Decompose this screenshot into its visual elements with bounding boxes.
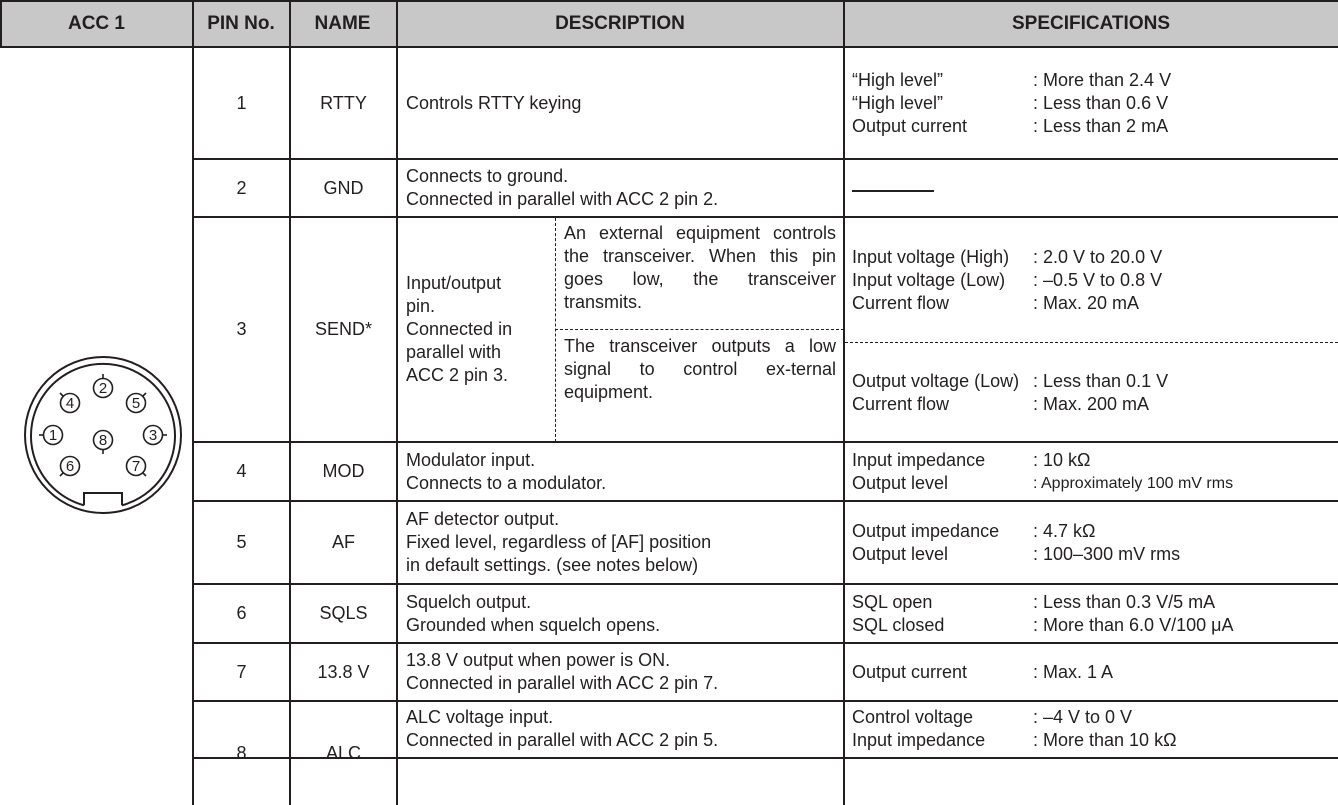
row-6-pin: 6	[236, 603, 247, 623]
spec-row	[852, 69, 1338, 92]
spec-value: : Less than 2 mA	[1033, 115, 1169, 136]
row-7-specs	[852, 644, 1338, 700]
spec-row	[852, 115, 1338, 138]
spec-row	[852, 706, 1338, 729]
row-6-desc-line-2: Grounded when squelch opens.	[406, 614, 661, 635]
row-5-desc-line-3: in default settings. (see notes below)	[406, 555, 699, 575]
spec-label: Output impedance	[852, 520, 1000, 541]
header-description: DESCRIPTION	[396, 0, 844, 47]
spec-label: Input impedance	[852, 730, 986, 750]
spec-row	[852, 520, 1338, 543]
row-8-description	[406, 706, 840, 758]
row-5-specs	[852, 502, 1338, 583]
row-3-desc-line-1: Input/output	[406, 273, 502, 293]
connector-pin-2: 2	[98, 380, 108, 397]
connector-pin-3: 3	[148, 427, 158, 444]
row-6-desc-line-1: Squelch output.	[406, 591, 532, 612]
row-2-desc-line-2: Connected in parallel with ACC 2 pin 2.	[406, 189, 719, 209]
row-4-desc-line-2: Connects to a modulator.	[406, 472, 607, 493]
spec-value: : 100–300 mV rms	[1033, 543, 1181, 564]
spec-value: : Less than 0.6 V	[1033, 92, 1169, 113]
spec-value: : 4.7 kΩ	[1033, 520, 1096, 541]
row-3-desc-line-2: pin.	[406, 296, 436, 316]
row-8-desc-line-2: Connected in parallel with ACC 2 pin 5.	[406, 730, 719, 750]
row-6-specs	[852, 585, 1338, 642]
spec-row	[852, 729, 1338, 752]
row-5-description	[406, 502, 840, 583]
header-name: NAME	[289, 0, 396, 47]
vline-name	[396, 0, 398, 805]
row-4-pin: 4	[236, 461, 247, 481]
row-2-pin: 2	[236, 177, 247, 198]
row-6-description	[406, 585, 840, 642]
connector-pin-6: 6	[65, 458, 75, 475]
row-3-description	[406, 218, 554, 441]
row-5-pin: 5	[236, 532, 247, 552]
row-5-name: AF	[331, 532, 355, 552]
spec-row	[852, 449, 1338, 472]
spec-row	[852, 92, 1338, 115]
spec-label: Output level	[852, 543, 949, 564]
row-3-pin: 3	[236, 319, 247, 339]
send-divider-v	[555, 218, 556, 442]
send-spec-divider-h	[845, 342, 1338, 343]
row-1-description	[406, 48, 836, 158]
row-4-description	[406, 443, 840, 500]
header-acc: ACC 1	[0, 0, 193, 47]
row-7-name: 13.8 V	[317, 661, 370, 682]
row-8-specs	[852, 706, 1338, 758]
spec-label: Current flow	[852, 393, 950, 414]
row-5-desc-line-2: Fixed level, regardless of [AF] position	[406, 532, 712, 552]
row-3-sub-1-text: An external equipment controls the transceiver. When this pin goes low, the transceiver transmits.	[564, 223, 836, 312]
spec-value: : Less than 0.3 V/5 mA	[1033, 591, 1216, 612]
spec-row	[852, 543, 1338, 566]
row-3-sub-2-text: The transceiver outputs a low signal to control ex-ternal equipment.	[564, 336, 836, 402]
spec-value: : More than 6.0 V/100 μA	[1033, 614, 1234, 635]
row-6-name: SQLS	[319, 603, 368, 623]
row-2-name: GND	[323, 177, 364, 198]
spec-label: Output level	[852, 472, 949, 493]
spec-row	[852, 614, 1338, 637]
din-connector-icon	[18, 350, 188, 520]
connector-pin-5: 5	[131, 395, 141, 412]
spec-label: Output current	[852, 661, 968, 682]
spec-value: : Approximately 100 mV rms	[1033, 474, 1234, 492]
spec-label: Output current	[852, 115, 968, 136]
header-specifications: SPECIFICATIONS	[844, 0, 1338, 47]
spec-value: : Max. 1 A	[1033, 661, 1114, 682]
connector-pin-1: 1	[48, 427, 58, 444]
border-left	[0, 0, 2, 47]
row-3-desc-line-5: ACC 2 pin 3.	[406, 365, 509, 385]
spec-label: Output voltage (Low)	[852, 370, 1020, 391]
spec-label: Input impedance	[852, 449, 986, 470]
spec-row	[852, 269, 1338, 292]
spec-row	[852, 292, 1338, 315]
spec-value: : Max. 200 mA	[1033, 393, 1150, 414]
spec-value: : 10 kΩ	[1033, 449, 1091, 470]
row-7-pin: 7	[236, 661, 247, 682]
spec-row	[852, 472, 1338, 495]
spec-row	[852, 591, 1338, 614]
spec-row	[852, 661, 1338, 684]
spec-value: : More than 2.4 V	[1033, 69, 1172, 90]
spec-label: “High level”	[852, 92, 944, 113]
row-2-no-spec-dash	[852, 190, 934, 192]
row-3-sub-2-specs	[852, 344, 1338, 441]
spec-label: Control voltage	[852, 707, 974, 727]
row-1-pin: 1	[236, 92, 247, 113]
spec-value: : Less than 0.1 V	[1033, 370, 1169, 391]
row-3-sub-1-specs	[852, 218, 1338, 342]
row-7-description	[406, 644, 840, 700]
row-7-desc-line-2: Connected in parallel with ACC 2 pin 7.	[406, 673, 719, 693]
spec-value: : 2.0 V to 20.0 V	[1033, 246, 1163, 267]
row-4-specs	[852, 443, 1338, 500]
connector-pin-8: 8	[98, 432, 108, 449]
spec-value: : More than 10 kΩ	[1033, 730, 1177, 750]
row-8-name: ALC	[325, 743, 361, 763]
spec-label: SQL open	[852, 591, 933, 612]
row-4-name: MOD	[322, 461, 365, 481]
connector-pin-4: 4	[65, 395, 75, 412]
row-4-desc-line-1: Modulator input.	[406, 449, 536, 470]
spec-row	[852, 393, 1338, 416]
row-1-specs	[852, 48, 1338, 158]
row-8-pin: 8	[236, 743, 247, 763]
spec-row	[852, 246, 1338, 269]
spec-label: SQL closed	[852, 614, 945, 635]
spec-label: Current flow	[852, 292, 950, 313]
spec-value: : Max. 20 mA	[1033, 292, 1140, 313]
row-3-desc-line-3: Connected in	[406, 319, 513, 339]
row-1-name: RTTY	[320, 92, 367, 113]
row-3-desc-line-4: parallel with	[406, 342, 502, 362]
row-7-desc-line-1: 13.8 V output when power is ON.	[406, 650, 671, 670]
row-8-desc-line-1: ALC voltage input.	[406, 707, 554, 727]
spec-label: “High level”	[852, 69, 944, 90]
row-3-name: SEND*	[314, 319, 372, 339]
header-pin: PIN No.	[193, 0, 289, 47]
row-1-desc-line-1: Controls RTTY keying	[406, 92, 582, 113]
spec-row	[852, 370, 1338, 393]
row-5-desc-line-1: AF detector output.	[406, 509, 560, 529]
connector-pin-7: 7	[131, 458, 141, 475]
spec-value: : –0.5 V to 0.8 V	[1033, 269, 1163, 290]
row-2-desc-line-1: Connects to ground.	[406, 166, 569, 186]
send-divider-h	[555, 329, 844, 330]
spec-value: : –4 V to 0 V	[1033, 707, 1133, 727]
border-top	[0, 0, 1338, 2]
spec-label: Input voltage (Low)	[852, 269, 1006, 290]
spec-label: Input voltage (High)	[852, 246, 1010, 267]
row-2-description	[406, 160, 840, 216]
vline-description	[843, 0, 845, 805]
